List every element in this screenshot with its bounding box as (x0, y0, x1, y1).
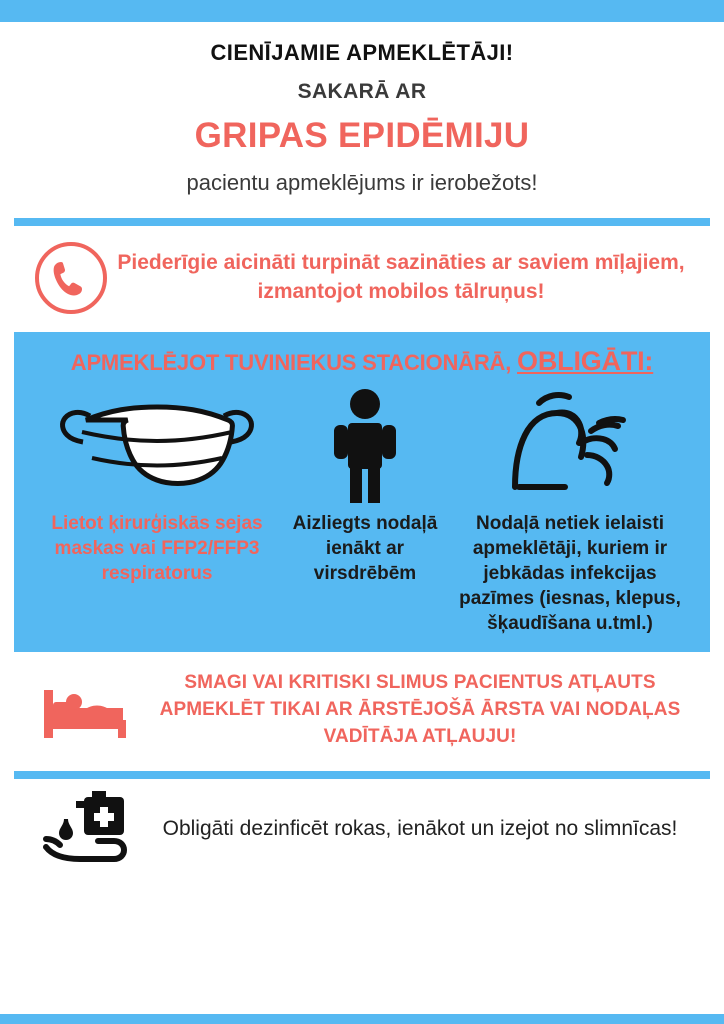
requirement-item-outerwear (280, 387, 450, 586)
requirements-panel (14, 332, 710, 652)
requirement-item-mask-text: Lietot ķirurģiskās sejas maskas vai FFP2/FFP3 respiratorus (51, 513, 263, 585)
patient-in-bed-icon (30, 680, 140, 742)
requirement-item-mask (34, 387, 280, 586)
bottom-accent-bar (0, 1014, 724, 1024)
panel-title (24, 342, 700, 381)
top-accent-bar (0, 0, 724, 22)
severe-patients-section (0, 652, 724, 761)
person-standing-icon (280, 387, 450, 505)
divider-1 (14, 218, 710, 226)
hand-hygiene-section (0, 779, 724, 873)
phone-in-circle-icon (28, 240, 114, 316)
panel-title-prefix: APMEKLĒJOT TUVINIEKUS STACIONĀRĀ, (70, 350, 512, 375)
requirement-item-symptoms (450, 387, 690, 636)
header-line-2: SAKARĀ AR (297, 80, 427, 103)
requirement-columns (24, 381, 700, 636)
hand-hygiene-text: Obligāti dezinficēt rokas, ienākot un izejot no slimnīcas! (162, 816, 678, 840)
header-block (0, 22, 724, 204)
face-mask-icon (34, 387, 280, 505)
header-title-epidemic: GRIPAS EPIDĒMIJU (194, 116, 530, 155)
poster-content (0, 22, 724, 873)
phone-section-text: Piederīgie aicināti turpināt sazināties ar saviem mīļajiem, izmantojot mobilos tālruņus! (117, 251, 685, 303)
divider-2 (14, 771, 710, 779)
requirement-item-symptoms-text: Nodaļā netiek ielaisti apmeklētāji, kuriem ir jebkādas infekcijas pazīmes (iesnas, klepus, šķaudīšana u.tml.) (459, 513, 681, 635)
header-line-1: CIENĪJAMIE APMEKLĒTĀJI! (210, 40, 514, 65)
hand-sanitizer-icon (30, 791, 150, 865)
severe-patients-text: SMAGI VAI KRITISKI SLIMUS PACIENTUS ATĻAUTS APMEKLĒT TIKAI AR ĀRSTĒJOŠĀ ĀRSTA VAI NODAĻAS VADĪTĀJA ATĻAUJU! (159, 672, 681, 748)
header-line-4: pacientu apmeklējums ir ierobežots! (186, 170, 538, 195)
sneezing-person-icon (450, 387, 690, 505)
phone-section (0, 226, 724, 322)
panel-title-emphasis: OBLIGĀTI: (517, 346, 654, 376)
requirement-item-outerwear-text: Aizliegts nodaļā ienākt ar virsdrēbēm (292, 513, 438, 585)
